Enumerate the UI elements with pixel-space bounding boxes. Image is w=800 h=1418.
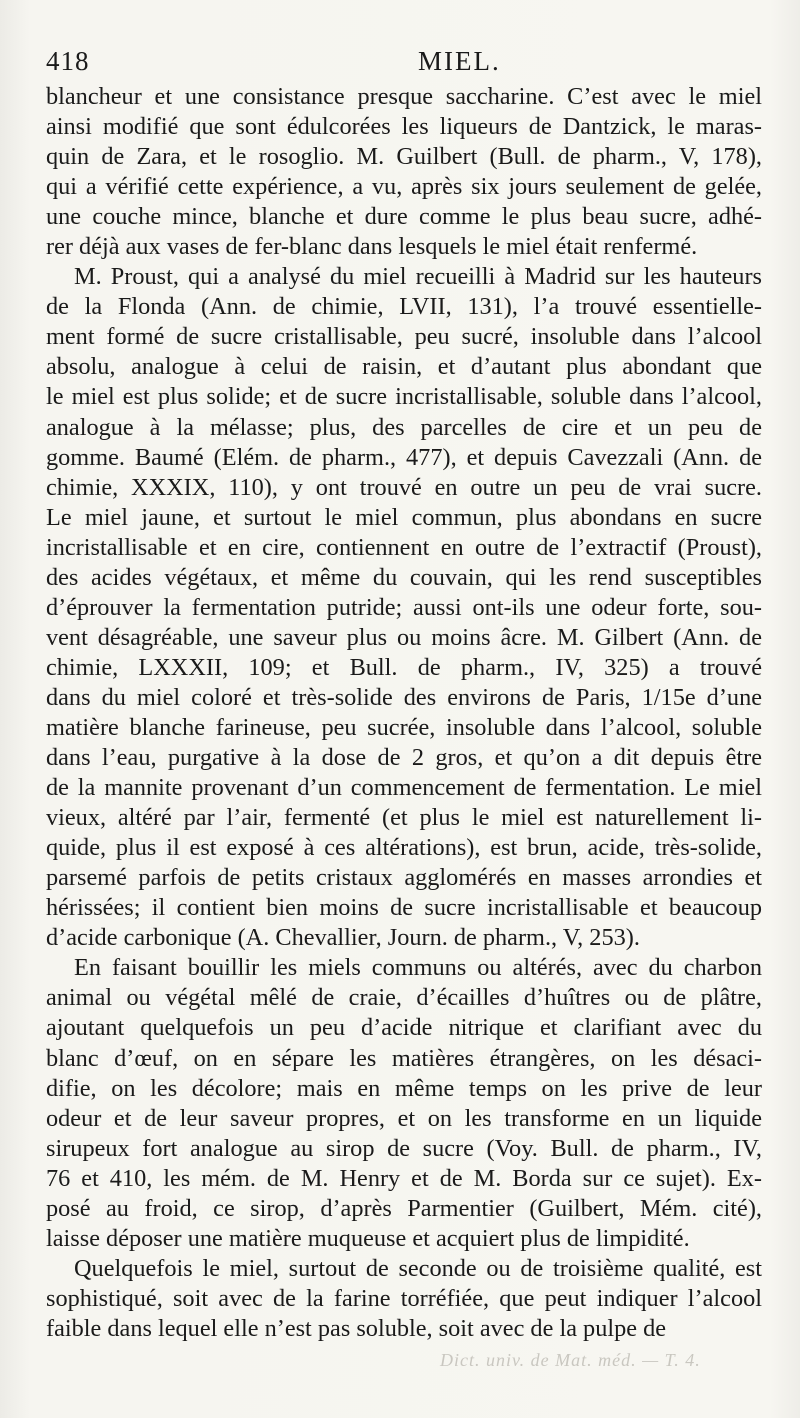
text-line: dans l’eau, purgative à la dose de 2 gros, et qu’on a dit depuis être <box>46 744 762 772</box>
text-line: des acides végétaux, et même du couvain, qui les rend susceptibles <box>46 563 762 591</box>
text-line: absolu, analogue à celui de raisin, et d’autant plus abondant que <box>46 353 762 381</box>
paragraph <box>46 953 762 1253</box>
text-line: chimie, LXXXII, 109; et Bull. de pharm., IV, 325) a trouvé <box>46 653 762 681</box>
text-line: blancheur et une consistance presque saccharine. C’est avec le miel <box>46 83 762 110</box>
paragraph <box>46 1254 762 1344</box>
paragraph <box>46 262 762 953</box>
text-line: Le miel jaune, et surtout le miel commun, plus abondans en sucre <box>46 503 762 531</box>
text-line: une couche mince, blanche et dure comme le plus beau sucre, adhé- <box>46 203 762 231</box>
text-line: rer déjà aux vases de fer-blanc dans lesquels le miel était renfermé. <box>46 233 698 261</box>
text-line: chimie, XXXIX, 110), y ont trouvé en outre un peu de vrai sucre. <box>46 473 762 501</box>
text-line: En faisant bouillir les miels communs ou altérés, avec du charbon <box>74 954 762 982</box>
text-line: laisse déposer une matière muqueuse et acquiert plus de limpidité. <box>46 1224 690 1252</box>
text-line: hérissées; il contient bien moins de sucre incristallisable et beaucoup <box>46 894 762 922</box>
text-line: ment formé de sucre cristallisable, peu sucré, insoluble dans l’alcool <box>46 323 762 351</box>
text-line: qui a vérifié cette expérience, a vu, après six jours seulement de gelée, <box>46 173 762 201</box>
text-line: analogue à la mélasse; plus, des parcelles de cire et un peu de <box>46 413 762 441</box>
text-line: incristallisable et en cire, contiennent en outre de l’extractif (Proust), <box>46 533 762 561</box>
body-text <box>46 82 762 1344</box>
text-line: quide, plus il est exposé à ces altérations), est brun, acide, très-solide, <box>46 834 762 862</box>
text-line: ajoutant quelquefois un peu d’acide nitrique et clarifiant avec du <box>46 1014 762 1042</box>
page-number: 418 <box>46 46 90 76</box>
text-line: quin de Zara, et le rosoglio. M. Guilbert (Bull. de pharm., V, 178), <box>46 143 762 171</box>
text-line: 76 et 410, les mém. de M. Henry et de M. Borda sur ce sujet). Ex- <box>46 1164 762 1192</box>
page-header <box>46 46 766 80</box>
running-title: MIEL. <box>418 46 501 76</box>
text-line: d’éprouver la fermentation putride; aussi ont-ils une odeur forte, sou- <box>46 593 762 621</box>
text-line: ainsi modifié que sont édulcorées les liqueurs de Dantzick, le maras- <box>46 113 762 141</box>
text-line: faible dans lequel elle n’est pas soluble, soit avec de la pulpe de <box>46 1314 667 1342</box>
text-line: sirupeux fort analogue au sirop de sucre (Voy. Bull. de pharm., IV, <box>46 1134 762 1162</box>
text-line: dans du miel coloré et très-solide des environs de Paris, 1/15e d’une <box>46 683 762 711</box>
text-line: de la Flonda (Ann. de chimie, LVII, 131), l’a trouvé essentielle- <box>46 293 762 321</box>
text-line: gomme. Baumé (Elém. de pharm., 477), et depuis Cavezzali (Ann. de <box>46 443 762 471</box>
text-line: parsemé parfois de petits cristaux agglomérés en masses arrondies et <box>46 864 762 892</box>
text-line: d’acide carbonique (A. Chevallier, Journ. de pharm., V, 253). <box>46 924 640 952</box>
paragraph <box>46 82 762 262</box>
footer-stamp: Dict. univ. de Mat. méd. — T. 4. <box>440 1350 701 1370</box>
text-line: difie, on les décolore; mais en même temps on les prive de leur <box>46 1074 762 1102</box>
text-line: blanc d’œuf, on en sépare les matières étrangères, on les désaci- <box>46 1044 762 1072</box>
text-line: vieux, altéré par l’air, fermenté (et plus le miel est naturellement li- <box>46 804 762 832</box>
text-line: posé au froid, ce sirop, d’après Parmentier (Guilbert, Mém. cité), <box>46 1194 762 1222</box>
text-line: sophistiqué, soit avec de la farine torréfiée, que peut indiquer l’alcool <box>46 1284 762 1312</box>
text-line: le miel est plus solide; et de sucre incristallisable, soluble dans l’alcool, <box>46 383 762 411</box>
text-line: M. Proust, qui a analysé du miel recueilli à Madrid sur les hauteurs <box>74 263 762 291</box>
text-line: Quelquefois le miel, surtout de seconde ou de troisième qualité, est <box>74 1254 762 1282</box>
text-line: odeur et de leur saveur propres, et on les transforme en un liquide <box>46 1104 762 1132</box>
text-line: matière blanche farineuse, peu sucrée, insoluble dans l’alcool, soluble <box>46 713 762 741</box>
text-line: animal ou végétal mêlé de craie, d’écailles d’huîtres ou de plâtre, <box>46 984 762 1012</box>
text-line: de la mannite provenant d’un commencement de fermentation. Le miel <box>46 774 762 802</box>
text-line: vent désagréable, une saveur plus ou moins âcre. M. Gilbert (Ann. de <box>46 623 762 651</box>
